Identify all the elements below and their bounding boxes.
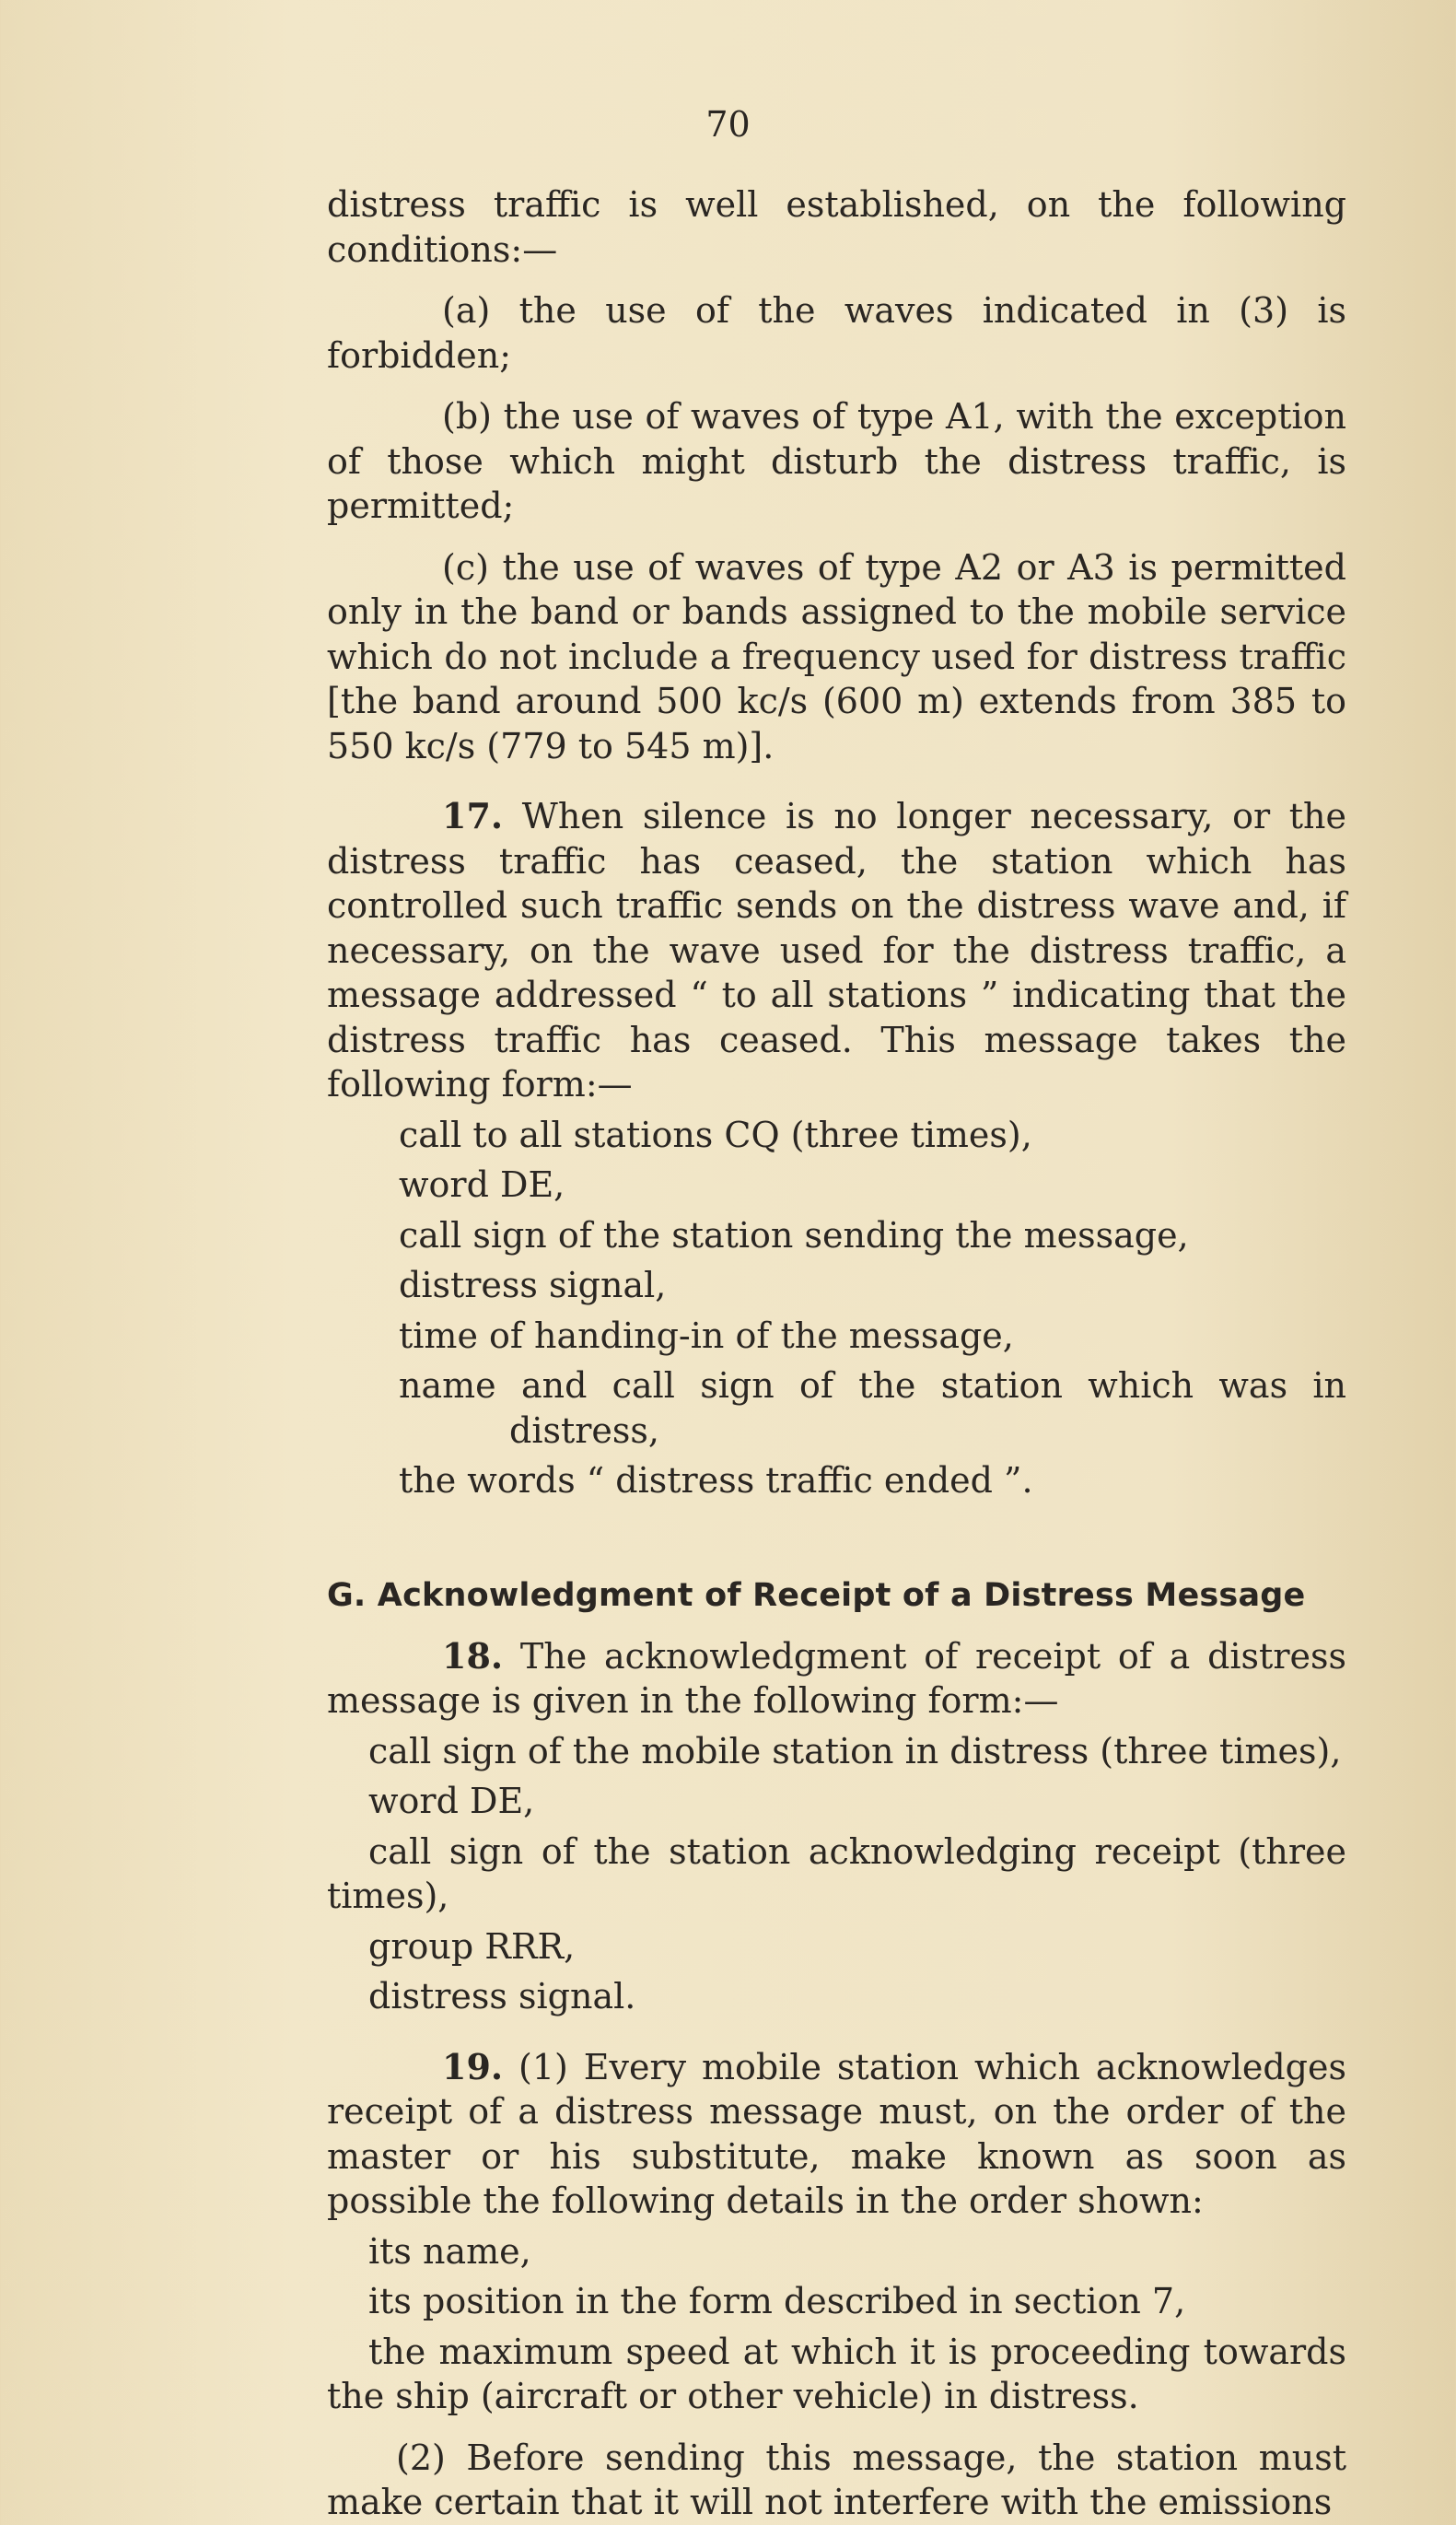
page-number: 70 [705,104,751,145]
body-text [327,182,1346,2525]
list-item: call sign of the station sending the message, [399,1214,1189,1256]
list-item: name and call sign of the station which was in distress, [399,1365,1346,1451]
section-19-number: 19. [442,2045,504,2087]
condition-a: (a) the use of the waves indicated in (3) is forbidden; [327,290,1346,376]
intro-paragraph: distress traffic is well established, on the following conditions:— [327,184,1346,270]
list-item: the words “ distress traffic ended ”. [399,1460,1033,1501]
list-item: its name, [368,2230,531,2272]
list-item: group RRR, [368,1925,576,1967]
list-item: call sign of the mobile station in distress (three times), [368,1730,1342,1771]
section-19-subparagraph-2: (2) Before sending this message, the station must make certain that it will not interfere with the emissions [327,2437,1346,2522]
condition-b: (b) the use of waves of type A1, with the exception of those which might disturb the distress traffic, is permitted; [327,396,1346,526]
section-17-number: 17. [442,795,504,836]
section-19-text: (1) Every mobile station which acknowledges receipt of a distress message must, on the order of the master or his substitute, make known as soon as possible the following details in the order shown: [327,2046,1346,2221]
list-item: word DE, [399,1164,565,1205]
condition-c: (c) the use of waves of type A2 or A3 is permitted only in the band or bands assigned to the mobile service which do not include a frequency used for distress traffic [the band around 500 kc/s (600 m) extends from 385 to 550 kc/s (779 to 545 m)]. [327,546,1346,766]
section-18-paragraph [327,1634,1346,1724]
list-item: time of handing-in of the message, [399,1315,1014,1356]
section-18-number: 18. [442,1634,504,1677]
list-item: call sign of the station acknowledging receipt (three times), [327,1830,1346,1916]
section-19-list [258,2229,1346,2419]
section-17-paragraph [327,794,1346,1107]
list-item: distress signal. [368,1976,636,2016]
list-item: its position in the form described in section 7, [368,2281,1186,2321]
list-item: call to all stations CQ (three times), [399,1114,1032,1155]
list-item: the maximum speed at which it is proceeding towards the ship (aircraft or other vehicle) in distress. [327,2331,1346,2416]
section-17-text: When silence is no longer necessary, or the distress traffic has ceased, the station which has controlled such traffic sends on the distress wave and, if necessary, on the wave used for the distress traffic, a message addressed “ to all stations ” indicating that the distress traffic has ceased. This message takes the following form:— [327,796,1346,1105]
list-item: distress signal, [399,1265,667,1305]
list-item: word DE, [368,1781,535,1821]
section-19-paragraph [327,2045,1346,2224]
section-heading-g: G. Acknowledgment of Receipt of a Distress Message [327,1576,1306,1614]
section-18-list [258,1729,1346,2019]
section-17-list [327,1113,1346,1503]
section-18-text: The acknowledgment of receipt of a distress message is given in the following form:— [327,1635,1346,1721]
